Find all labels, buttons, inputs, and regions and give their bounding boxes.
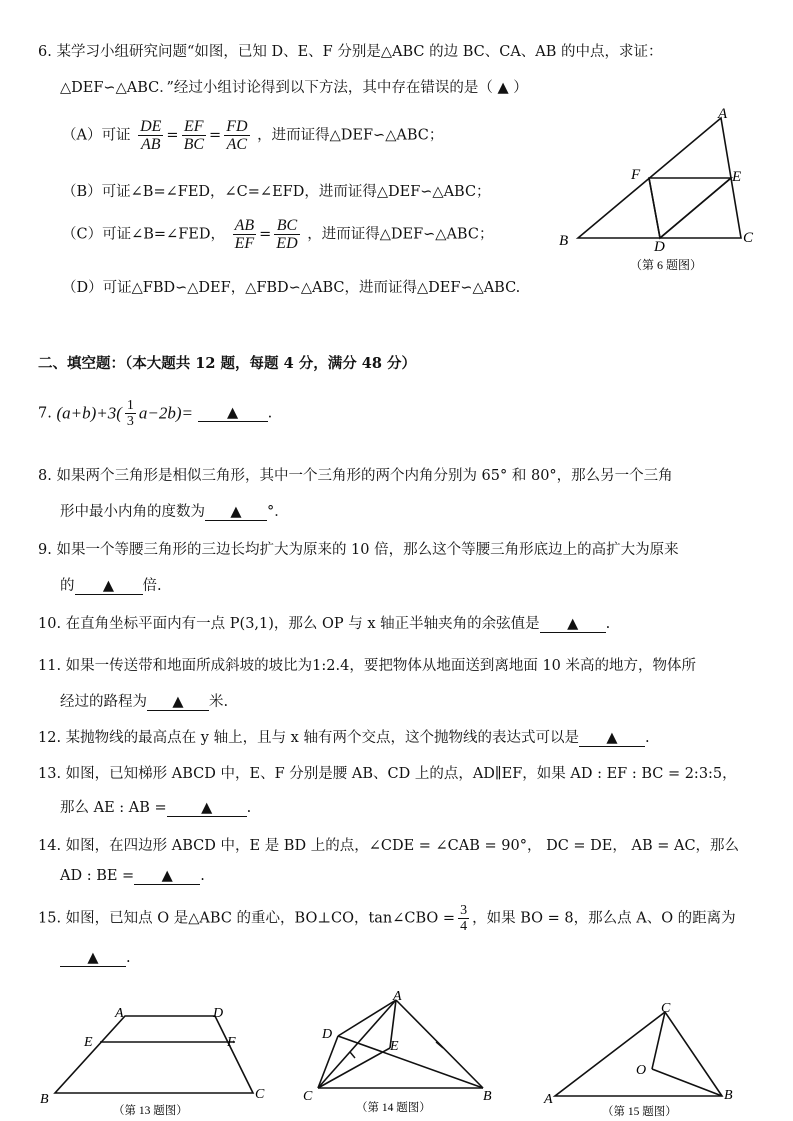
fig6-label-c: C (743, 230, 754, 246)
fig13-label-d: D (213, 1006, 224, 1021)
q12-answer-blank[interactable]: ▲ (579, 730, 645, 747)
q15-line2 (60, 950, 131, 967)
q6-option-a-fraction-3: $\frac{FD}{AC}$ (226, 118, 248, 153)
q6-option-d: （D）可证△FBD∽△DEF，△FBD∽△ABC，进而证得△DEF∽△ABC. (62, 280, 521, 296)
q13-line2-pre: 那么 AE : AB = (60, 800, 167, 816)
figure-13 (35, 1000, 275, 1118)
q14-line2-pre: AD : BE = (60, 868, 135, 884)
fig15-label-o: O (636, 1063, 647, 1078)
q15-line1-post: ，如果 BO = 8，那么点 A、O 的距离为 (472, 910, 736, 927)
q8-line2-pre: 形中最小内角的度数为 (60, 504, 205, 520)
q9-line2-pre: 的 (60, 578, 75, 594)
q6-option-c: （C）可证∠B=∠FED， $\frac{AB}{EF}$ = $\frac{BC}{ED}$ ，进而证得△DEF∽△ABC； (62, 217, 494, 252)
q8-answer-blank[interactable]: ▲ (205, 504, 267, 521)
q6-option-b: （B）可证∠B=∠FED，∠C=∠EFD，进而证得△DEF∽△ABC； (62, 184, 491, 200)
q9-answer-blank[interactable]: ▲ (75, 578, 143, 595)
q15-line1 (38, 903, 736, 934)
q14-answer-blank[interactable]: ▲ (134, 868, 200, 885)
q6-option-a-tail: ，进而证得△DEF∽△ABC； (257, 127, 444, 144)
fig6-label-e: E (732, 169, 742, 185)
q8-line2-post: °． (267, 504, 289, 520)
q7-answer-blank[interactable]: ▲ (198, 405, 268, 422)
q11-line2-pre: 经过的路程为 (60, 694, 147, 710)
q15-end: . (126, 950, 131, 966)
section-2-title: 二、填空题：（本大题共 12 题，每题 4 分，满分 48 分） (38, 355, 416, 372)
q6-option-a-fraction-2: $\frac{EF}{BC}$ (183, 118, 205, 153)
q6-option-c-fraction-2: $\frac{BC}{ED}$ (276, 217, 298, 252)
q6-stem-line1: 6. 某学习小组研究问题“如图，已知 D、E、F 分别是△ABC 的边 BC、CA、AB 的中点，求证： (38, 44, 663, 60)
fig13-label-a: A (115, 1006, 124, 1021)
q7-fraction: $\frac{1}{3}$ (126, 398, 134, 429)
q7-number: 7. (38, 405, 52, 422)
fig15-label-a: A (544, 1092, 553, 1107)
trapezoid-abcd (55, 1016, 253, 1093)
fig13-label-f: F (227, 1035, 236, 1050)
triangle-abc-15 (555, 1012, 722, 1096)
q8-line1: 8. 如果两个三角形是相似三角形，其中一个三角形的两个内角分别为 65° 和 80°，那么另一个三角 (38, 468, 673, 484)
fig13-label-e: E (84, 1035, 93, 1050)
q7-end: . (267, 405, 273, 422)
q13-answer-blank[interactable]: ▲ (167, 800, 247, 817)
q9-line2 (60, 574, 162, 595)
fig14-label-b: B (483, 1089, 492, 1104)
q6-option-c-tail: ，进而证得△DEF∽△ABC； (307, 226, 494, 243)
fig13-label-c: C (255, 1087, 265, 1102)
q6-stem-line2: △DEF∽△ABC．”经过小组讨论得到以下方法，其中存在错误的是（ ▲ ） (60, 80, 528, 96)
q14-end: . (200, 868, 205, 884)
q13-line1: 13. 如图，已知梯形 ABCD 中，E、F 分别是腰 AB、CD 上的点，AD∥EF，如果 AD : EF : BC = 2:3:5， (38, 766, 737, 782)
fig14-label-c: C (303, 1089, 313, 1104)
q10-text: 10. 在直角坐标平面内有一点 P(3,1)，那么 OP 与 x 轴正半轴夹角的余弦值是 (38, 616, 540, 632)
q11-line2-post: 米. (209, 694, 229, 710)
fig14-caption: （第 14 题图） (356, 1102, 431, 1114)
fig14-label-e: E (390, 1039, 399, 1054)
q11-line1: 11. 如果一传送带和地面所成斜坡的坡比为1:2.4，要把物体从地面送到离地面 10 米高的地方，物体所 (38, 658, 697, 674)
q15-answer-blank[interactable]: ▲ (60, 950, 126, 967)
fig13-caption: （第 13 题图） (113, 1105, 188, 1117)
fig6-label-f: F (631, 167, 641, 183)
q8-line2 (60, 500, 289, 521)
q12-end: . (644, 730, 650, 746)
q11-answer-blank[interactable]: ▲ (147, 694, 209, 711)
q15-line1-pre: 15. 如图，已知点 O 是△ABC 的重心，BO⊥CO，tan∠CBO = (38, 910, 456, 927)
fig6-label-a: A (718, 106, 728, 122)
triangle-def (649, 178, 731, 238)
q10 (38, 612, 610, 633)
q10-answer-blank[interactable]: ▲ (540, 616, 606, 633)
fig15-caption: （第 15 题图） (602, 1106, 677, 1118)
fig6-label-d: D (654, 239, 665, 255)
q14-line2 (60, 868, 205, 885)
q15-fraction: $\frac{3}{4}$ (460, 903, 468, 934)
q7-expr-a: (a+b)+3( (56, 403, 122, 423)
q7 (38, 398, 272, 429)
fig14-label-d: D (322, 1027, 333, 1042)
q10-end: . (605, 616, 611, 632)
figure-15 (540, 998, 740, 1120)
figure-6 (550, 105, 765, 280)
fig6-caption: （第 6 题图） (630, 258, 703, 272)
q9-line1: 9. 如果一个等腰三角形的三边长均扩大为原来的 10 倍，那么这个等腰三角形底边上的高扩大为原来 (38, 542, 679, 558)
q9-line2-post: 倍. (142, 578, 162, 594)
q6-option-a: （A）可证 $\frac{DE}{AB}$ = $\frac{EF}{BC}$ = $\frac{FD}{AC}$ ，进而证得△DEF∽△ABC； (62, 118, 444, 153)
q7-expr-b: a−2b)= (138, 403, 193, 423)
fig15-label-b: B (724, 1088, 733, 1103)
fig14-label-a: A (393, 989, 402, 1004)
fig15-label-c: C (661, 1001, 671, 1016)
fig13-label-b: B (40, 1092, 49, 1107)
figure-14 (298, 988, 498, 1118)
q13-end: . (246, 800, 252, 816)
q11-line2 (60, 690, 228, 711)
q14-line1: 14. 如图，在四边形 ABCD 中，E 是 BD 上的点，∠CDE = ∠CAB = 90°， DC = DE， AB = AC，那么 (38, 838, 740, 854)
q13-line2 (60, 796, 251, 817)
q6-option-c-fraction-1: $\frac{AB}{EF}$ (234, 217, 255, 252)
q6-option-a-label: （A）可证 (62, 127, 131, 144)
q12-text: 12. 某抛物线的最高点在 y 轴上，且与 x 轴有两个交点，这个抛物线的表达式可以是 (38, 730, 579, 746)
q6-option-c-label: （C）可证∠B=∠FED， (62, 226, 225, 243)
q6-option-a-fraction-1: $\frac{DE}{AB}$ (140, 118, 162, 153)
fig6-label-b: B (559, 233, 569, 249)
q12 (38, 726, 650, 747)
